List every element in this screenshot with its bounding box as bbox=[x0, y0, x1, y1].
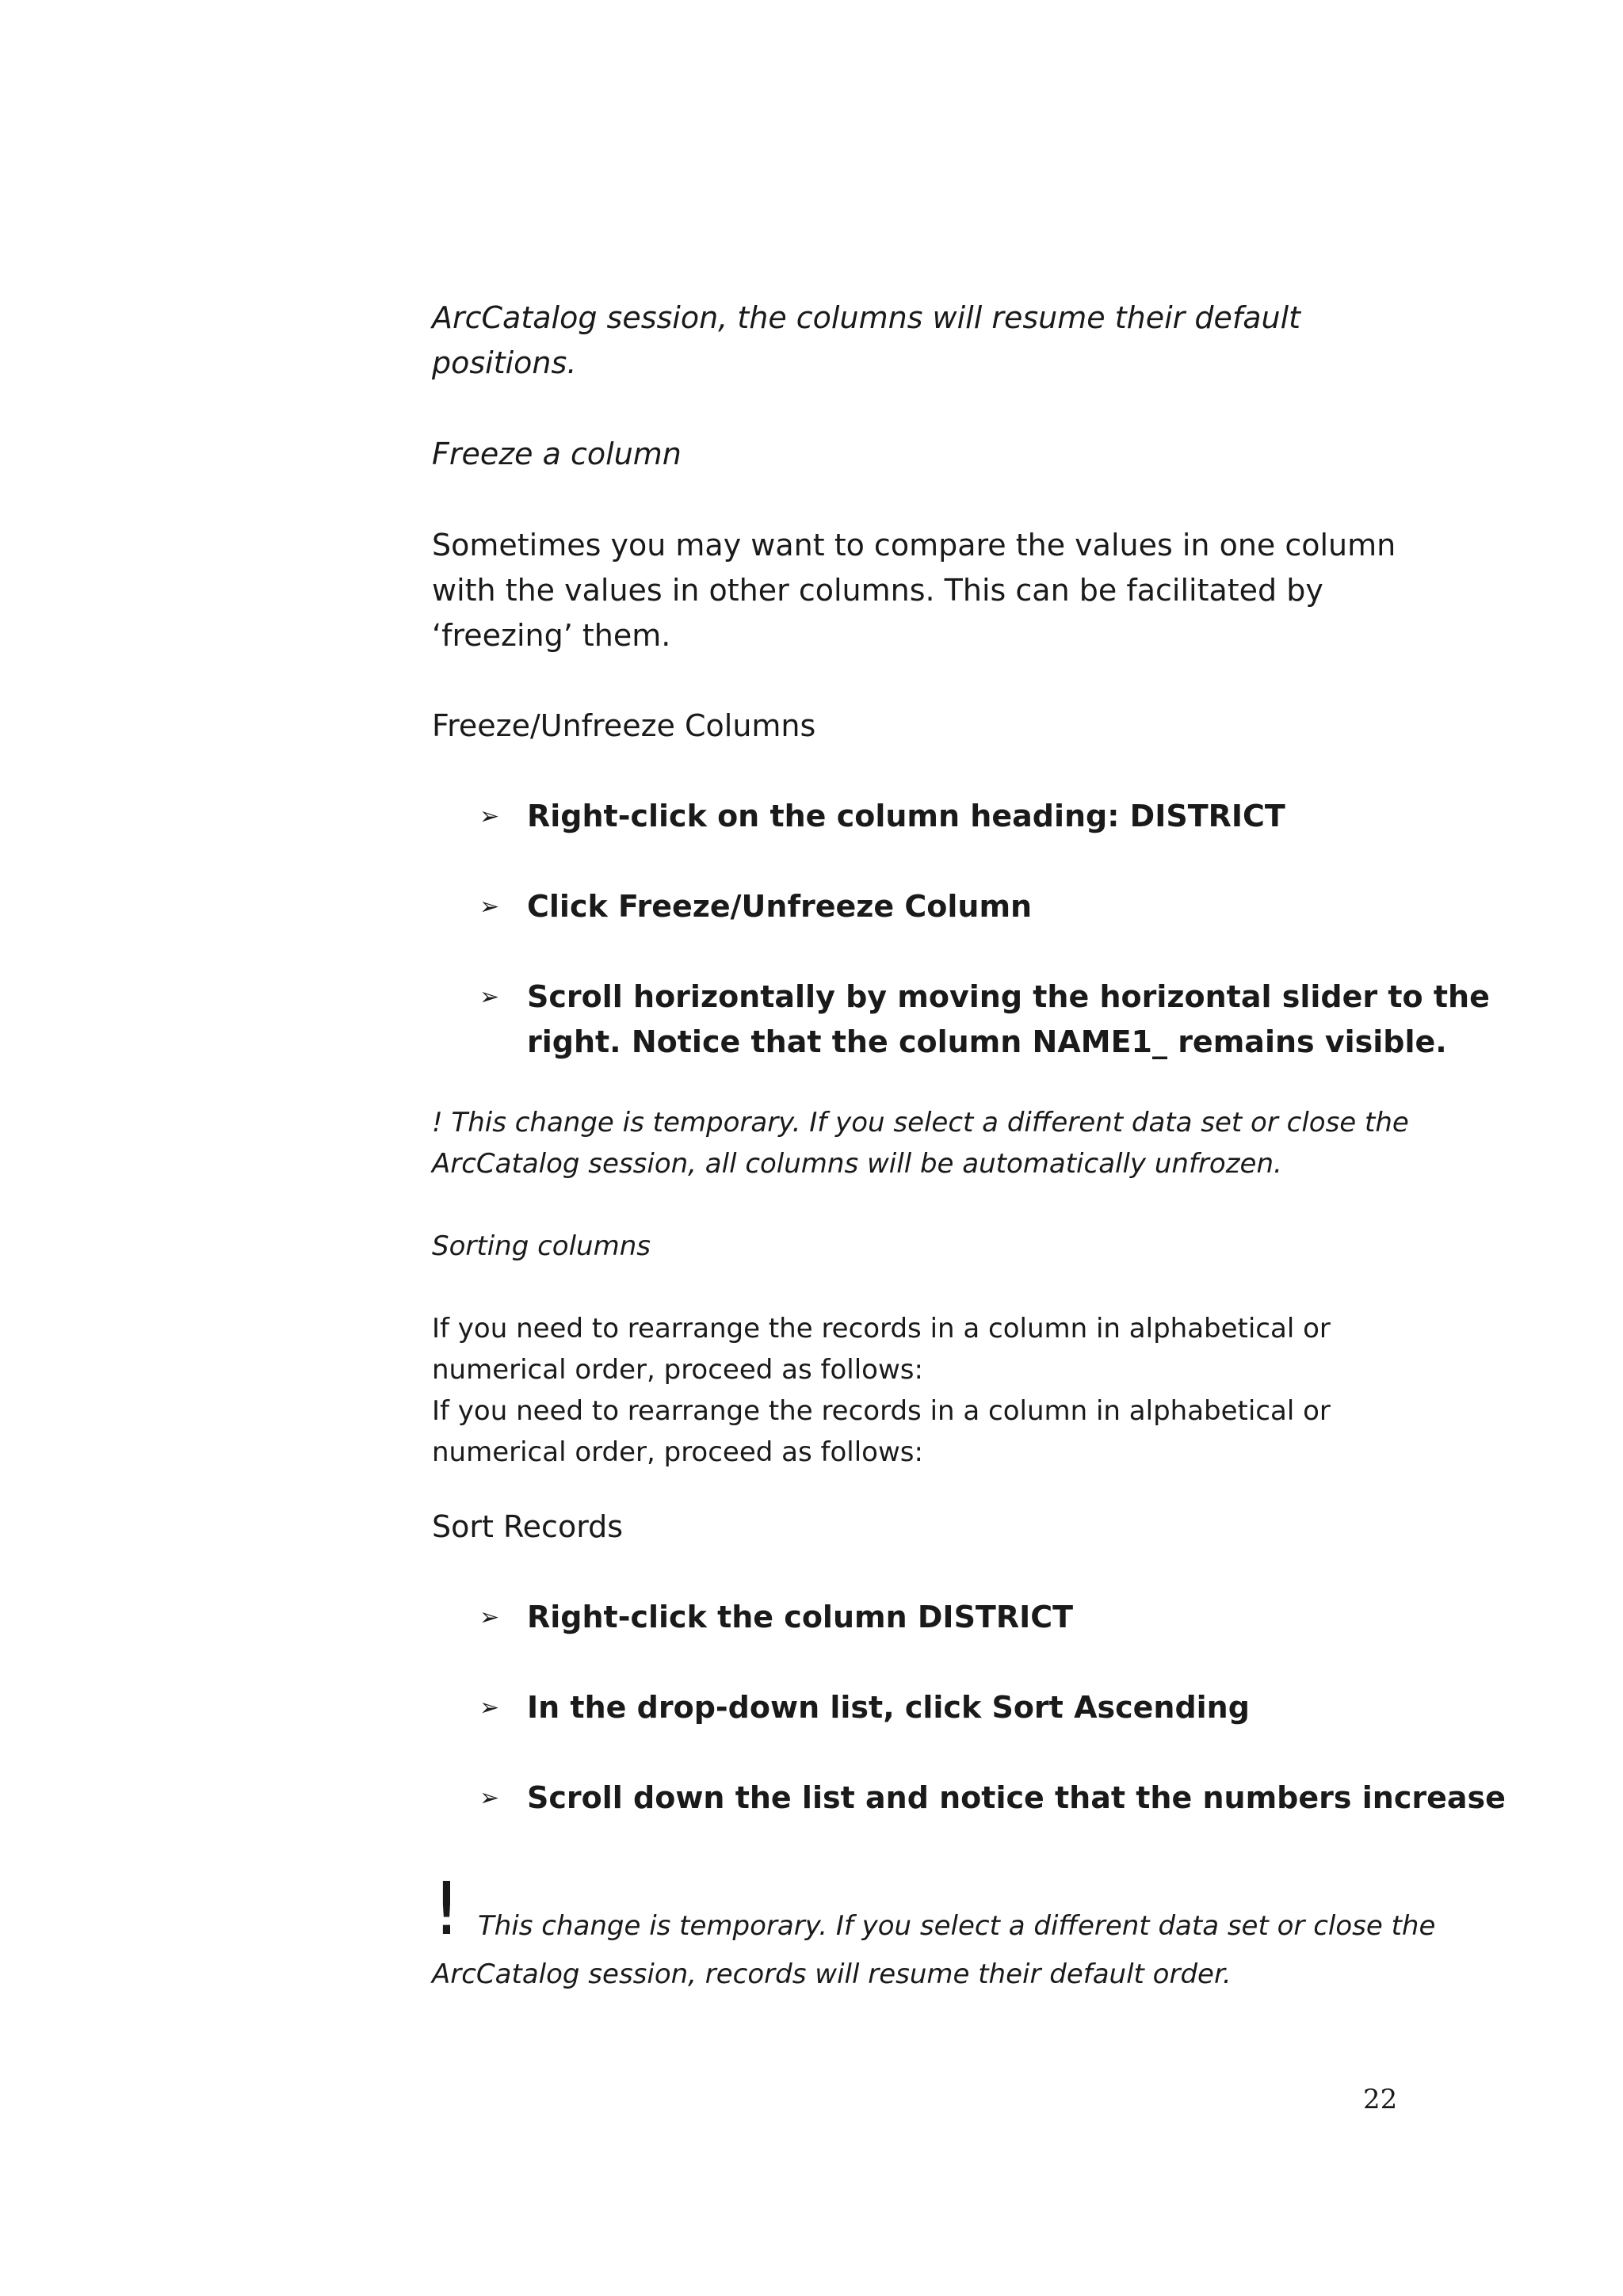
arrow-bullet-icon: ➢ bbox=[479, 893, 500, 921]
arrow-bullet-icon: ➢ bbox=[479, 1604, 500, 1631]
sort-para-line-4: numerical order, proceed as follows: bbox=[432, 1436, 923, 1468]
step-text: Right-click the column DISTRICT bbox=[527, 1600, 1074, 1634]
step-text: Scroll down the list and notice that the numbers increase bbox=[527, 1780, 1506, 1815]
sort-note-line-2: ArcCatalog session, records will resume their default order. bbox=[432, 1958, 1232, 1990]
procedure-title-freeze: Freeze/Unfreeze Columns bbox=[432, 708, 816, 743]
arrow-bullet-icon: ➢ bbox=[479, 1694, 500, 1722]
sort-para-line-1: If you need to rearrange the records in a column in alphabetical or bbox=[432, 1313, 1331, 1344]
procedure-title-sort: Sort Records bbox=[432, 1509, 624, 1544]
warning-exclamation-icon: ! bbox=[432, 1867, 461, 1951]
sort-para-line-3: If you need to rearrange the records in a column in alphabetical or bbox=[432, 1395, 1331, 1427]
step-text: right. Notice that the column NAME1_ remains visible. bbox=[527, 1024, 1447, 1059]
page-number: 22 bbox=[1363, 2084, 1398, 2115]
step-text: In the drop-down list, click Sort Ascending bbox=[527, 1690, 1250, 1725]
intro-line-1: ArcCatalog session, the columns will resume their default bbox=[432, 300, 1301, 335]
freeze-para-line-1: Sometimes you may want to compare the values in one column bbox=[432, 528, 1396, 563]
freeze-para-line-2: with the values in other columns. This can be facilitated by bbox=[432, 573, 1323, 608]
arrow-bullet-icon: ➢ bbox=[479, 983, 500, 1011]
freeze-para-line-3: ‘freezing’ them. bbox=[432, 618, 671, 653]
freeze-note-line-2: ArcCatalog session, all columns will be automatically unfrozen. bbox=[432, 1148, 1282, 1180]
section-heading-freeze: Freeze a column bbox=[432, 437, 682, 471]
freeze-note-line-1: ! This change is temporary. If you select a different data set or close the bbox=[432, 1107, 1409, 1138]
arrow-bullet-icon: ➢ bbox=[479, 803, 500, 830]
intro-line-2: positions. bbox=[432, 345, 577, 380]
step-text: Right-click on the column heading: DISTRICT bbox=[527, 799, 1285, 833]
arrow-bullet-icon: ➢ bbox=[479, 1784, 500, 1812]
sort-para-line-2: numerical order, proceed as follows: bbox=[432, 1354, 923, 1386]
step-text: Click Freeze/Unfreeze Column bbox=[527, 889, 1033, 924]
sort-note-line-1: This change is temporary. If you select a different data set or close the bbox=[478, 1910, 1436, 1942]
section-heading-sort: Sorting columns bbox=[432, 1230, 651, 1262]
step-text: Scroll horizontally by moving the horizontal slider to the bbox=[527, 979, 1490, 1014]
